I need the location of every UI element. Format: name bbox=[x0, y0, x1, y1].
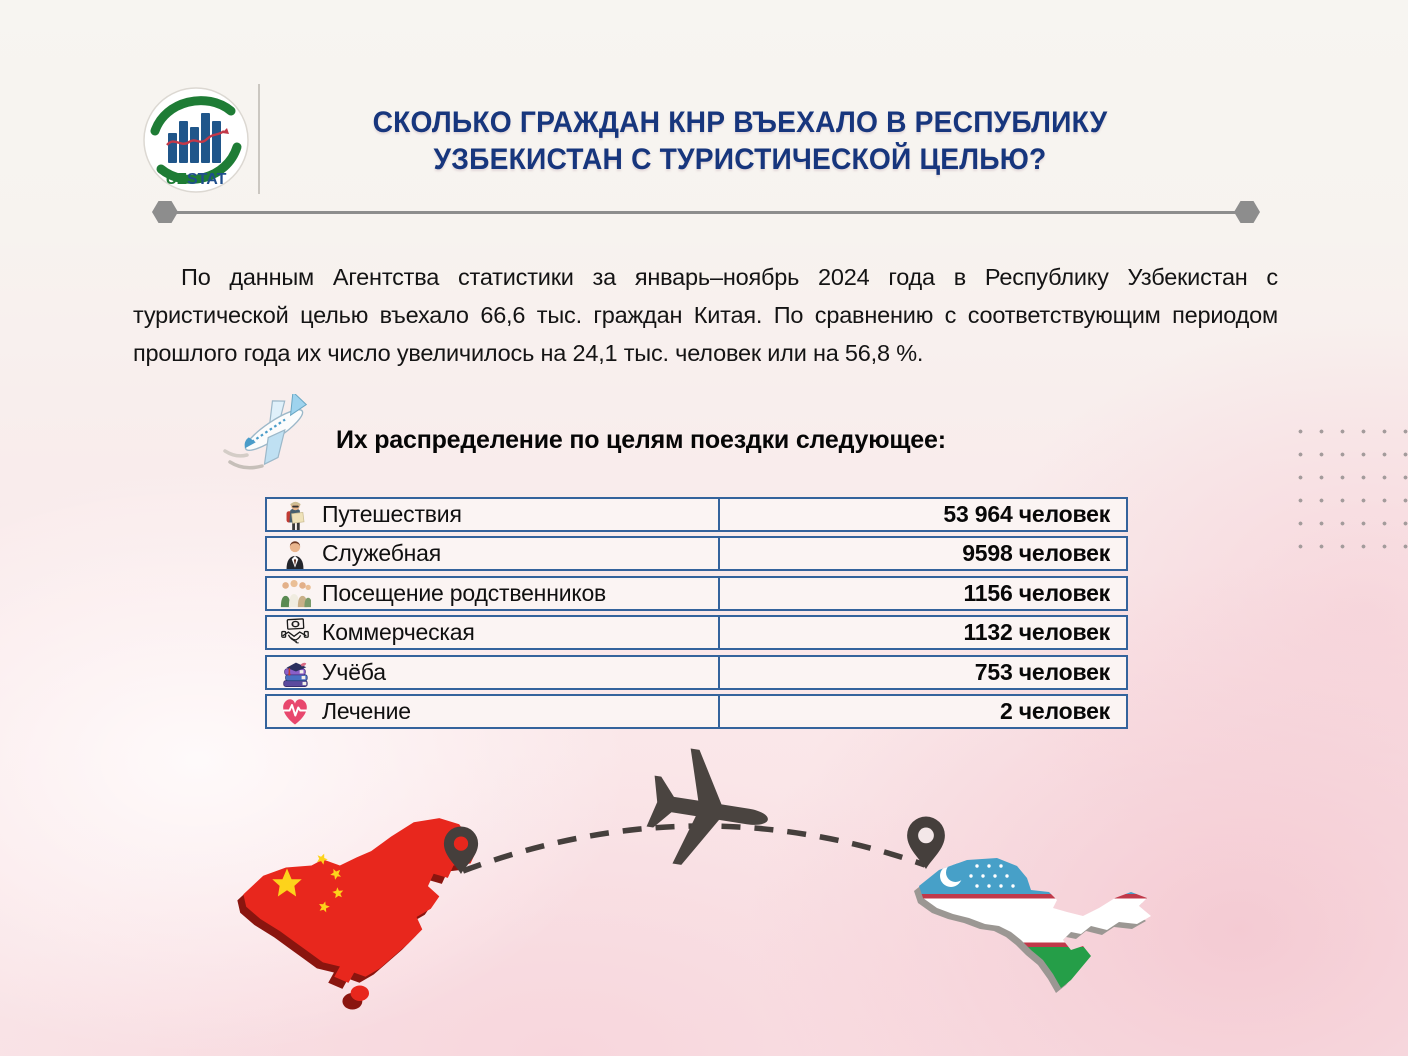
page-title-line1: СКОЛЬКО ГРАЖДАН КНР ВЪЕХАЛО В РЕСПУБЛИКУ bbox=[372, 106, 1108, 139]
table-row bbox=[265, 576, 1128, 611]
header-divider bbox=[165, 211, 1247, 214]
dot-grid-decoration bbox=[1290, 420, 1408, 552]
tourist-icon bbox=[279, 499, 311, 531]
uzbekistan-map bbox=[913, 852, 1163, 993]
divider-hexagon-right-icon bbox=[1234, 201, 1260, 223]
books-icon bbox=[279, 656, 311, 688]
row-label: Учёба bbox=[322, 658, 386, 685]
row-label: Посещение родственников bbox=[322, 579, 607, 606]
row-value: 1132 человек bbox=[718, 617, 1126, 648]
page-title bbox=[298, 104, 1182, 178]
uzstat-logo-icon bbox=[141, 85, 251, 199]
family-icon bbox=[279, 577, 311, 609]
row-label: Путешествия bbox=[322, 501, 462, 527]
heart-pulse-icon bbox=[279, 695, 311, 727]
table-row bbox=[265, 497, 1128, 532]
airplane-silhouette-icon bbox=[641, 744, 776, 878]
svg-text:UZSTAT bbox=[166, 171, 227, 188]
logo-separator bbox=[258, 84, 260, 194]
intro-paragraph: По данным Агентства статистики за январь–ноябрь 2024 года в Республику Узбекистан с туристической целью въехало 66,6 тыс. граждан Китая. По сравнению с соответствующим периодом прошлого года их число увеличилось на 24,1 тыс. человек или на 56,8 %. bbox=[133, 264, 1278, 366]
table-row bbox=[265, 655, 1128, 690]
logo-uz-text: UZ bbox=[165, 171, 187, 188]
row-label: Коммерческая bbox=[322, 619, 475, 646]
flight-route-scene bbox=[195, 738, 1215, 1056]
page-title-line2: УЗБЕКИСТАН С ТУРИСТИЧЕСКОЙ ЦЕЛЬЮ? bbox=[433, 143, 1047, 176]
handshake-icon bbox=[279, 617, 311, 649]
table-row bbox=[265, 536, 1128, 571]
uzbekistan-location-pin-icon bbox=[907, 817, 945, 870]
china-map bbox=[237, 818, 476, 1009]
businessman-icon bbox=[279, 538, 311, 570]
row-value: 2 человек bbox=[718, 696, 1126, 727]
row-value: 1156 человек bbox=[718, 578, 1126, 609]
purpose-table bbox=[265, 497, 1128, 733]
row-label: Служебная bbox=[322, 540, 442, 567]
table-row bbox=[265, 615, 1128, 650]
distribution-heading: Их распределение по целям поездки следующее: bbox=[336, 426, 946, 454]
table-row bbox=[265, 694, 1128, 729]
row-value: 9598 человек bbox=[718, 538, 1126, 569]
divider-hexagon-left-icon bbox=[152, 201, 178, 223]
row-label: Лечение bbox=[322, 697, 411, 724]
row-value: 53 964 человек bbox=[718, 499, 1126, 530]
logo-stat-text: STAT bbox=[186, 171, 227, 188]
travel-plane-icon bbox=[222, 394, 322, 478]
row-value: 753 человек bbox=[718, 657, 1126, 688]
